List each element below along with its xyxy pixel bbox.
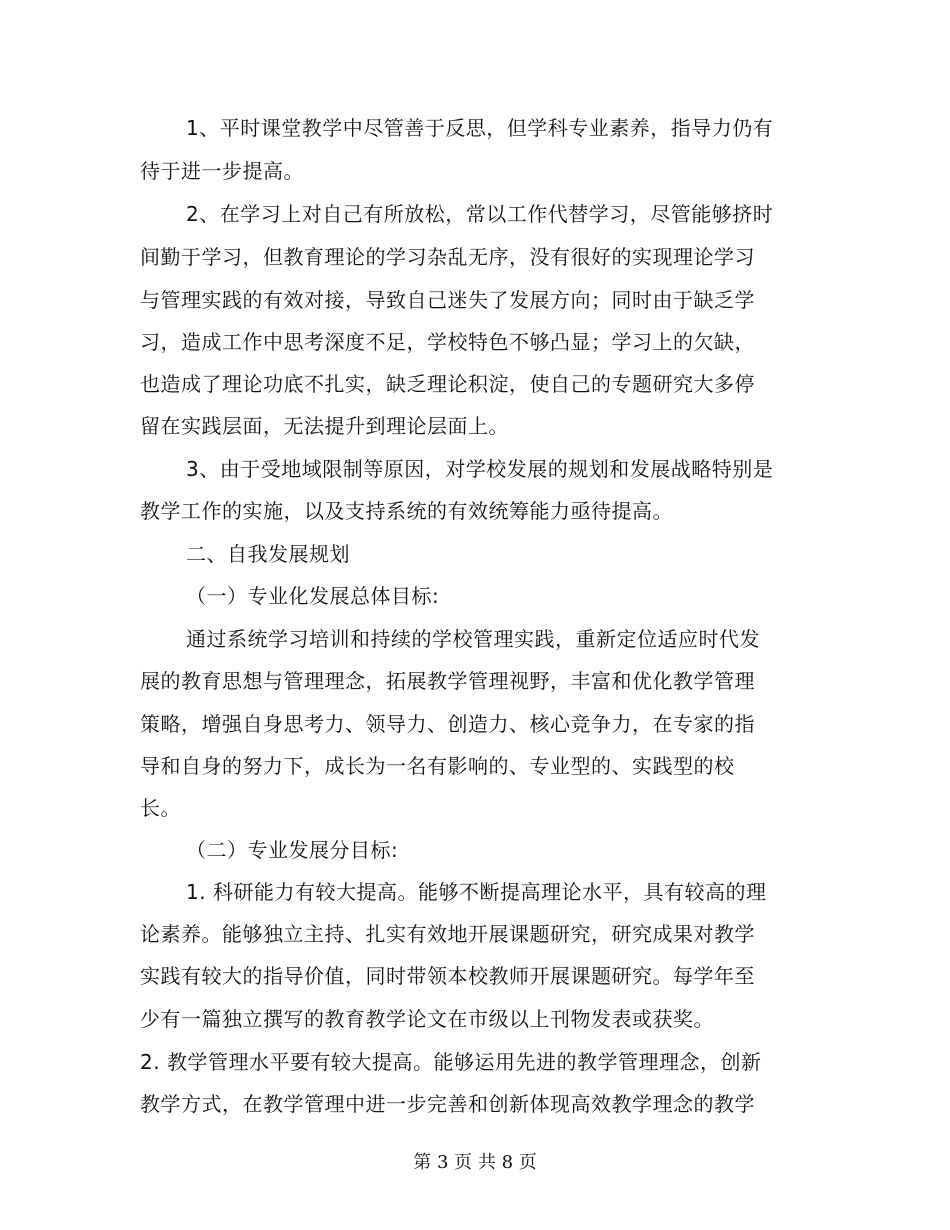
text-line: 2. 教学管理水平要有较大提高。能够运用先进的教学管理理念，创新 [140,1050,762,1074]
section-heading: 二、自我发展规划 [186,542,350,566]
text-line: 少有一篇独立撰写的教育教学论文在市级以上刊物发表或获奖。 [140,1007,714,1031]
text-line: 2、在学习上对自己有所放松，常以工作代替学习，尽管能够挤时 [186,202,774,226]
text-line: 长。 [140,796,181,820]
text-line: 留在实践层面，无法提升到理论层面上。 [140,414,509,438]
text-line: 教学工作的实施，以及支持系统的有效统筹能力亟待提高。 [140,499,673,523]
text-line: 与管理实践的有效对接，导致自己迷失了发展方向；同时由于缺乏学 [140,288,755,312]
text-line: 导和自身的努力下，成长为一名有影响的、专业型的、实践型的校 [140,754,735,778]
text-line: 3、由于受地域限制等原因，对学校发展的规划和发展战略特别是 [186,457,774,481]
text-line: 实践有较大的指导价值，同时带领本校教师开展课题研究。每学年至 [140,964,755,988]
text-line: 习，造成工作中思考深度不足，学校特色不够凸显；学习上的欠缺， [140,330,755,354]
text-line: 通过系统学习培训和持续的学校管理实践，重新定位适应时代发 [186,627,760,651]
text-line: 教学方式，在教学管理中进一步完善和创新体现高效教学理念的教学 [140,1092,755,1116]
text-line: 论素养。能够独立主持、扎实有效地开展课题研究，研究成果对教学 [140,922,755,946]
text-line: 也造成了理论功底不扎实，缺乏理论积淀，使自己的专题研究大多停 [140,372,755,396]
subsection-heading: （一）专业化发展总体目标: [186,584,440,608]
text-line: 1. 科研能力有较大提高。能够不断提高理论水平，具有较高的理 [186,880,767,904]
text-line: 策略，增强自身思考力、领导力、创造力、核心竞争力，在专家的指 [140,712,755,736]
text-line: 展的教育思想与管理理念，拓展教学管理视野，丰富和优化教学管理 [140,669,755,693]
text-line: 间勤于学习，但教育理论的学习杂乱无序，没有很好的实现理论学习 [140,245,755,269]
text-line: 1、平时课堂教学中尽管善于反思，但学科专业素养，指导力仍有 [186,116,774,140]
page-number-footer: 第 3 页 共 8 页 [413,1152,537,1173]
subsection-heading: （二）专业发展分目标: [186,838,399,862]
text-line: 待于进一步提高。 [140,159,304,183]
